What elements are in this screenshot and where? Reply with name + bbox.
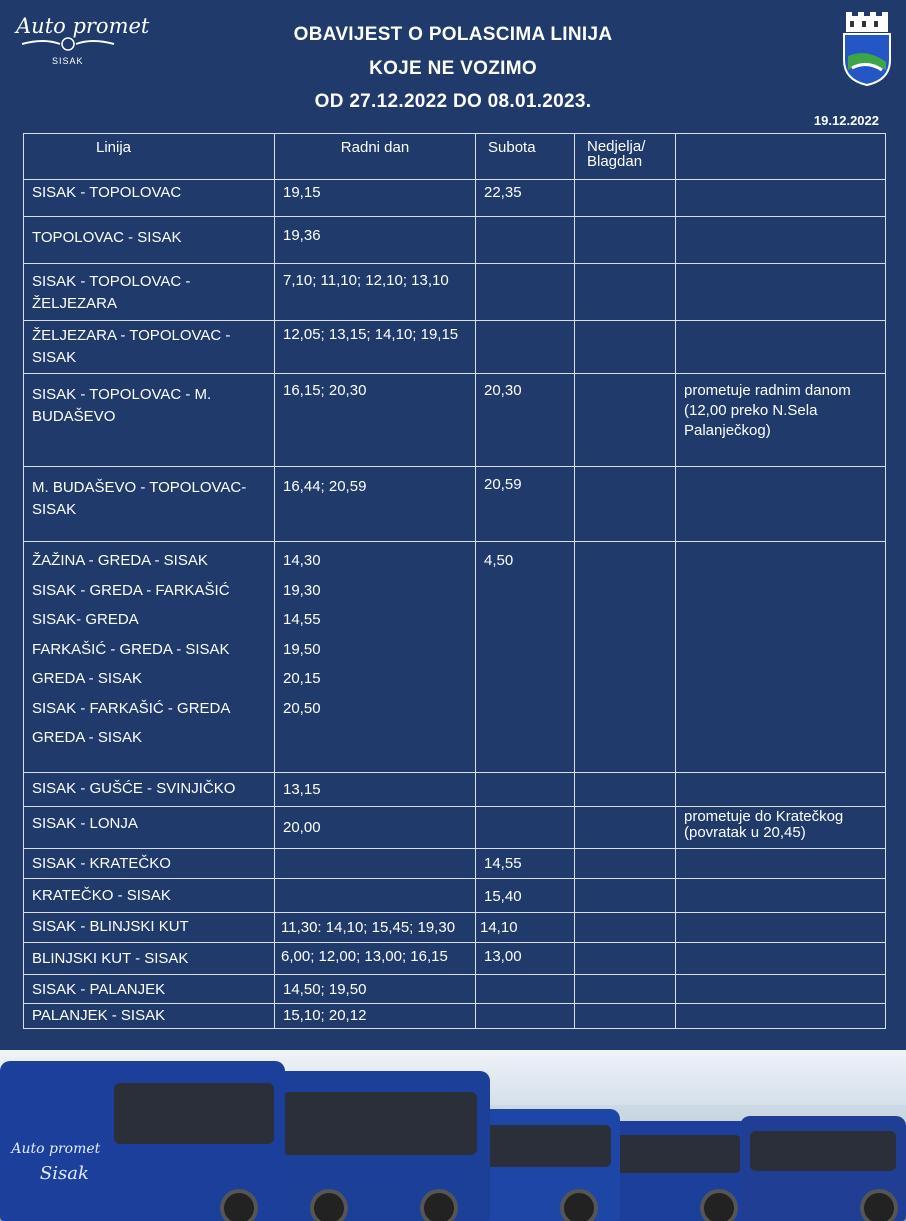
line-name: BLINJSKI KUT - SISAK (24, 943, 275, 975)
weekday-times: 14,55 (283, 611, 321, 628)
sunday-times (575, 943, 676, 975)
bus-image (270, 1071, 490, 1221)
table-row (24, 913, 886, 943)
note (676, 773, 886, 807)
bus-fleet-photo (0, 1050, 906, 1221)
logo-wings-icon (20, 36, 116, 52)
note: prometuje do Kratečkog (povratak u 20,45) (676, 807, 886, 849)
table-row (24, 1004, 886, 1029)
line-name: SISAK - TOPOLOVAC - M. BUDAŠEVO (24, 374, 275, 467)
schedule-table-container (23, 133, 885, 1024)
saturday-times: 15,40 (476, 879, 575, 913)
note (676, 943, 886, 975)
sunday-times (575, 879, 676, 913)
sunday-times (575, 467, 676, 542)
sunday-times (575, 913, 676, 943)
weekday-times: 13,15 (275, 773, 476, 807)
auto-promet-logo (14, 12, 150, 70)
header-notes (676, 134, 886, 180)
line-name: SISAK - TOPOLOVAC - ŽELJEZARA (24, 264, 275, 321)
weekday-times: 20,50 (283, 699, 321, 717)
sunday-times (575, 217, 676, 264)
table-row-group (24, 542, 886, 773)
bus-text-1: Auto promet (11, 1141, 101, 1157)
saturday-times (476, 807, 575, 849)
weekday-times: 19,15 (275, 180, 476, 217)
weekday-times (275, 879, 476, 913)
sunday-times (575, 849, 676, 879)
sunday-times (575, 975, 676, 1004)
schedule-table (23, 133, 886, 1029)
note (676, 913, 886, 943)
saturday-times: 13,00 (476, 943, 575, 975)
note (676, 264, 886, 321)
saturday-times: 14,10 (476, 913, 575, 943)
notice-title-line-2: KOJE NE VOZIMO (369, 58, 537, 79)
bus-image (0, 1061, 285, 1221)
line-name: SISAK - FARKAŠIĆ - GREDA (32, 699, 231, 717)
sunday-times (575, 807, 676, 849)
logo-script: Auto promet (16, 14, 150, 38)
sunday-times (575, 773, 676, 807)
sunday-times (575, 321, 676, 374)
line-name: GREDA - SISAK (32, 670, 143, 687)
weekday-times: 14,30 (283, 552, 321, 569)
weekday-times: 20,15 (283, 670, 321, 687)
weekday-times: 16,15; 20,30 (275, 374, 476, 467)
sunday-times (575, 264, 676, 321)
weekday-times: 19,50 (283, 640, 321, 658)
note (676, 975, 886, 1004)
line-name: TOPOLOVAC - SISAK (24, 217, 275, 264)
header-weekday: Radni dan (275, 134, 476, 180)
coat-of-arms-icon (842, 10, 892, 86)
logo-city: SISAK (52, 56, 84, 66)
line-name: SISAK - GUŠĆE - SVINJIČKO (24, 773, 275, 807)
line-name: KRATEČKO - SISAK (24, 879, 275, 913)
saturday-times (476, 321, 575, 374)
saturday-times (476, 264, 575, 321)
line-name: ŽAŽINA - GREDA - SISAK (32, 552, 208, 569)
line-name: ŽELJEZARA - TOPOLOVAC - SISAK (24, 321, 275, 374)
saturday-times-group (476, 542, 575, 773)
weekday-times: 12,05; 13,15; 14,10; 19,15 (275, 321, 476, 374)
table-row (24, 467, 886, 542)
line-name: SISAK - BLINJSKI KUT (24, 913, 275, 943)
saturday-times (476, 217, 575, 264)
table-row (24, 180, 886, 217)
saturday-times: 20,30 (476, 374, 575, 467)
line-name-group (24, 542, 275, 773)
line-name: SISAK - KRATEČKO (24, 849, 275, 879)
saturday-times (476, 773, 575, 807)
header-sunday-holiday: Nedjelja/ Blagdan (575, 134, 676, 180)
saturday-times (476, 1004, 575, 1029)
note (676, 542, 886, 773)
line-name: GREDA - SISAK (32, 729, 143, 746)
line-name: SISAK - GREDA - FARKAŠIĆ (32, 581, 230, 599)
table-row (24, 773, 886, 807)
note (676, 849, 886, 879)
note (676, 217, 886, 264)
note (676, 1004, 886, 1029)
weekday-times: 11,30: 14,10; 15,45; 19,30 (275, 913, 476, 943)
line-name: PALANJEK - SISAK (24, 1004, 275, 1029)
bus-image (600, 1121, 750, 1221)
bus-image (470, 1109, 620, 1221)
weekday-times: 6,00; 12,00; 13,00; 16,15 (275, 943, 476, 975)
header-line: Linija (24, 134, 275, 180)
note (676, 321, 886, 374)
saturday-times: 4,50 (484, 552, 514, 569)
weekday-times: 19,36 (275, 217, 476, 264)
note (676, 467, 886, 542)
note (676, 879, 886, 913)
note: prometuje radnim danom (12,00 preko N.Sela Palanječkog) (676, 374, 886, 467)
sunday-times (575, 374, 676, 467)
line-name: FARKAŠIĆ - GREDA - SISAK (32, 640, 230, 658)
header-saturday: Subota (476, 134, 575, 180)
table-row (24, 943, 886, 975)
sunday-times (575, 180, 676, 217)
notice-title-line-3: OD 27.12.2022 DO 08.01.2023. (314, 91, 592, 112)
saturday-times: 14,55 (476, 849, 575, 879)
table-row (24, 975, 886, 1004)
sunday-times (575, 542, 676, 773)
line-name: SISAK - LONJA (24, 807, 275, 849)
weekday-times: 19,30 (283, 581, 321, 599)
table-header-row (24, 134, 886, 180)
notice-title-line-1: OBAVIJEST O POLASCIMA LINIJA (293, 24, 613, 45)
weekday-times-group (275, 542, 476, 773)
bus-image (740, 1116, 906, 1221)
saturday-times: 22,35 (476, 180, 575, 217)
line-name: SISAK - TOPOLOVAC (24, 180, 275, 217)
table-row (24, 849, 886, 879)
table-row (24, 374, 886, 467)
note (676, 180, 886, 217)
table-row (24, 807, 886, 849)
sunday-times (575, 1004, 676, 1029)
weekday-times: 14,50; 19,50 (275, 975, 476, 1004)
notice-date: 19.12.2022 (813, 113, 879, 128)
weekday-times (275, 849, 476, 879)
weekday-times: 15,10; 20,12 (275, 1004, 476, 1029)
table-row (24, 879, 886, 913)
line-name: SISAK- GREDA (32, 611, 139, 628)
bus-text-2: Sisak (39, 1163, 89, 1185)
weekday-times: 20,00 (275, 807, 476, 849)
weekday-times: 16,44; 20,59 (275, 467, 476, 542)
table-row (24, 217, 886, 264)
table-row (24, 321, 886, 374)
line-name: SISAK - PALANJEK (24, 975, 275, 1004)
line-name: M. BUDAŠEVO - TOPOLOVAC- SISAK (24, 467, 275, 542)
weekday-times: 7,10; 11,10; 12,10; 13,10 (275, 264, 476, 321)
saturday-times: 20,59 (476, 467, 575, 542)
saturday-times (476, 975, 575, 1004)
table-row (24, 264, 886, 321)
